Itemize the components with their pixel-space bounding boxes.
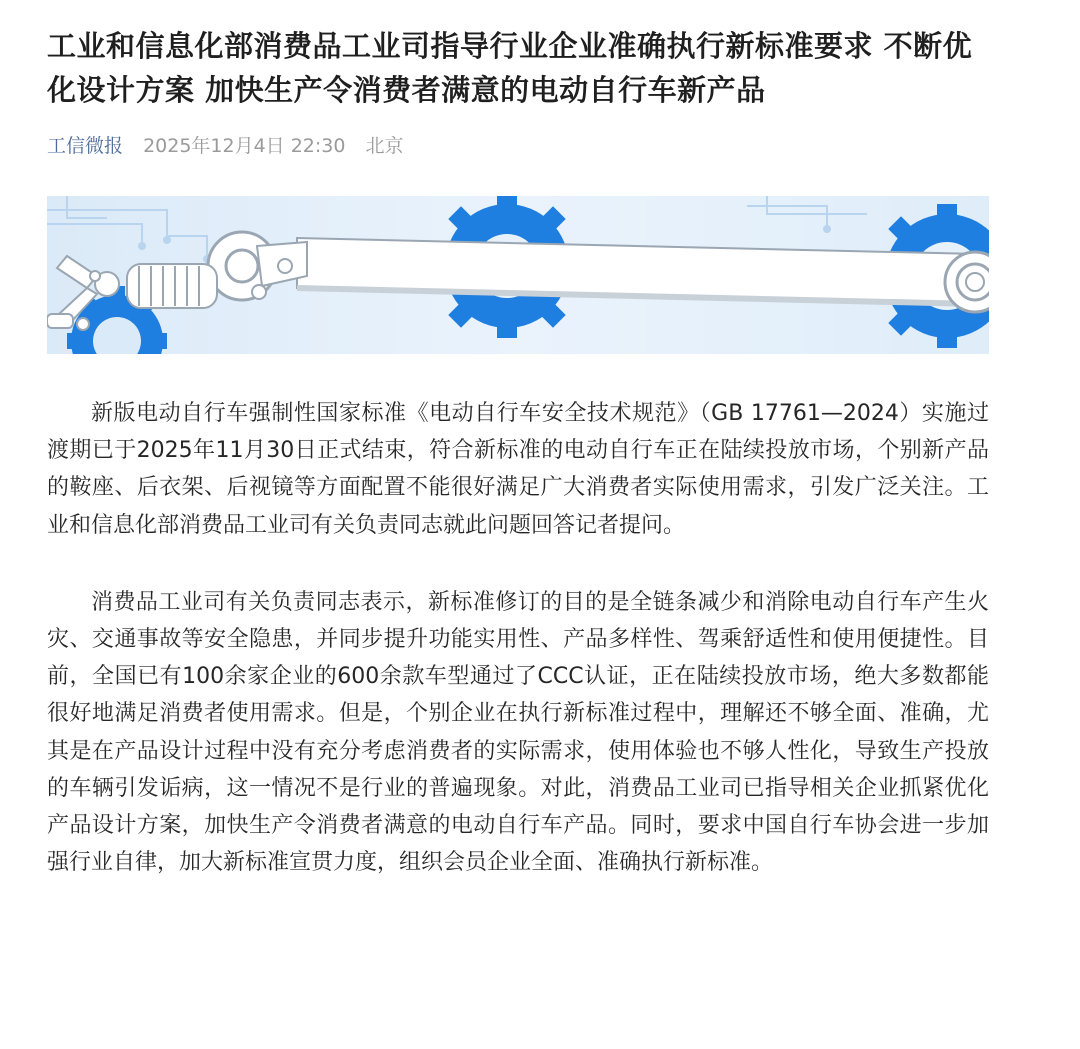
- robotic-arm-gears-illustration: [47, 196, 989, 354]
- article-meta: [47, 133, 989, 159]
- banner-image: [47, 196, 989, 354]
- publish-datetime: 2025年12月4日 22:30: [143, 135, 346, 157]
- article-title: 工业和信息化部消费品工业司指导行业企业准确执行新标准要求 不断优化设计方案 加快生产令消费者满意的电动自行车新产品: [47, 29, 973, 107]
- article: [47, 0, 989, 876]
- article-body: [47, 395, 989, 921]
- source-link[interactable]: 工信微报: [47, 135, 124, 157]
- article-paragraph: 新版电动自行车强制性国家标准《电动自行车安全技术规范》（GB 17761—2024）实施过渡期已于2025年11月30日正式结束，符合新标准的电动自行车正在陆续投放市场，个别新产品的鞍座、后衣架、后视镜等方面配置不能很好满足广大消费者实际使用需求，引发广泛关注。工业和信息化部消费品工业司有关负责同志就此问题回答记者提问。: [47, 401, 989, 538]
- article-paragraph: 消费品工业司有关负责同志表示，新标准修订的目的是全链条减少和消除电动自行车产生火灾、交通事故等安全隐患，并同步提升功能实用性、产品多样性、驾乘舒适性和使用便捷性。目前，全国已有100余家企业的600余款车型通过了CCC认证，正在陆续投放市场，绝大多数都能很好地满足消费者使用需求。但是，个别企业在执行新标准过程中，理解还不够全面、准确，尤其是在产品设计过程中没有充分考虑消费者的实际需求，使用体验也不够人性化，导致生产投放的车辆引发诟病，这一情况不是行业的普遍现象。对此，消费品工业司已指导相关企业抓紧优化产品设计方案，加快生产令消费者满意的电动自行车产品。同时，要求中国自行车协会进一步加强行业自律，加大新标准宣贯力度，组织会员企业全面、准确执行新标准。: [47, 589, 989, 876]
- publish-location: 北京: [365, 135, 404, 157]
